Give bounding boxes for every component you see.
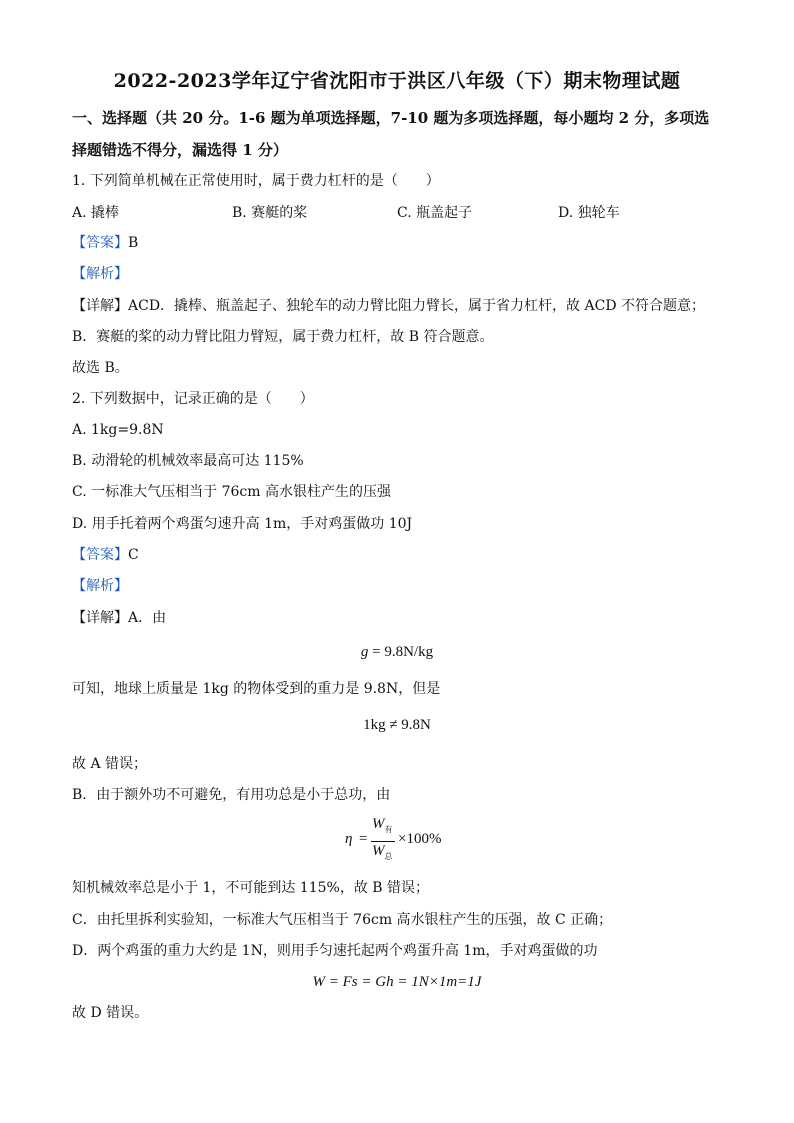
q1-analysis-tag: 【解析】 [72,266,128,282]
q2-text-d-2: 故 D 错误。 [72,1005,149,1021]
answer-tag: 【答案】 [72,235,128,251]
q1-answer [72,233,138,253]
question-1-stem: 1. 下列简单机械在正常使用时，属于费力杠杆的是（ ） [72,173,440,189]
fraction-bar [371,841,395,842]
denominator-variable: W [372,843,385,859]
q2-analysis-tag: 【解析】 [72,578,128,594]
eta-symbol: η [345,831,353,847]
numerator-subscript: 有 [384,825,393,834]
q1-detail-1 [72,296,705,316]
q2-option-b: B. 动滑轮的机械效率最高可达 115% [72,453,304,469]
q2-detail-a-intro [72,608,166,628]
fraction-numerator [372,816,393,833]
formula-g [0,642,794,662]
fraction-denominator [372,843,393,860]
section-heading-line-1: 一、选择题（共 20 分。1-6 题为单项选择题，7-10 题为多项选择题，每小题均 2 分，多项选 [72,109,710,127]
q2-option-d: D. 用手托着两个鸡蛋匀速升高 1m，手对鸡蛋做功 10J [72,516,413,532]
formula-g-rest: = 9.8N/kg [368,644,434,660]
q2-text-c: C．由托里拆利实验知，一标准大气压相当于 76cm 高水银柱产生的压强，故 C 正确； [72,912,613,928]
numerator-variable: W [372,816,385,832]
q2-answer-value: C [128,547,139,563]
equals-sign: = [359,831,368,847]
formula-neq: 1kg ≠ 9.8N [363,717,431,733]
answer-tag: 【答案】 [72,547,128,563]
q2-detail-a-text: A．由 [128,610,167,626]
section-heading-line-2: 择题错选不得分，漏选得 1 分） [72,141,288,159]
q2-answer [72,545,139,565]
q2-text-b-1: B．由于额外功不可避免，有用功总是小于总功，由 [72,787,391,803]
q1-option-a: A. 撬棒 [72,205,120,221]
q1-detail-2: B．赛艇的桨的动力臂比阻力臂短，属于费力杠杆，故 B 符合题意。 [72,329,494,345]
q1-option-d: D. 独轮车 [558,205,620,221]
q2-option-a: A. 1kg=9.8N [72,422,164,438]
q1-option-b: B. 赛艇的桨 [232,205,308,221]
page-title: 2022-2023学年辽宁省沈阳市于洪区八年级（下）期末物理试题 [113,70,681,92]
q1-detail-1-text: ACD．撬棒、瓶盖起子、独轮车的动力臂比阻力臂长，属于省力杠杆，故 ACD 不符合题意； [128,298,705,314]
q2-text-a-2: 可知，地球上质量是 1kg 的物体受到的重力是 9.8N，但是 [72,681,441,697]
detail-tag: 【详解】 [72,610,128,626]
denominator-subscript: 总 [384,852,393,861]
q1-conclusion: 故选 B。 [72,360,129,376]
formula-work: W = Fs = Gh = 1N×1m=1J [312,974,482,990]
question-2-stem: 2. 下列数据中，记录正确的是（ ） [72,391,314,407]
q2-text-d-1: D．两个鸡蛋的重力大约是 1N，则用手匀速托起两个鸡蛋升高 1m，手对鸡蛋做的功 [72,943,598,959]
times-100-percent: ×100% [398,831,442,847]
detail-tag: 【详解】 [72,298,128,314]
formula-g-variable: g [360,644,369,660]
q2-text-a-3: 故 A 错误； [72,756,148,772]
q2-text-b-2: 知机械效率总是小于 1，不可能到达 115%，故 B 错误； [72,880,430,896]
q1-answer-value: B [128,235,139,251]
q1-option-c: C. 瓶盖起子 [397,205,473,221]
q2-option-c: C. 一标准大气压相当于 76cm 高水银柱产生的压强 [72,484,391,500]
formula-efficiency [345,816,455,864]
